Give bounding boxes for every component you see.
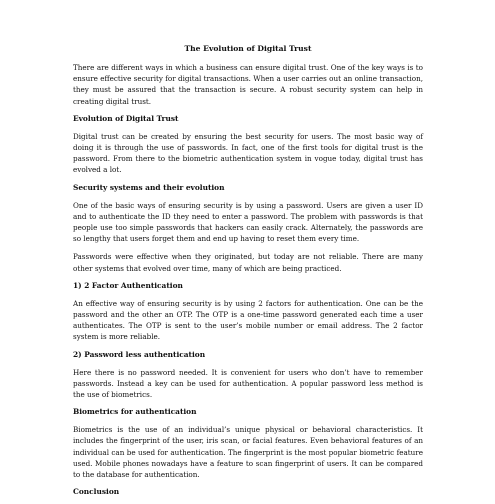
heading-passwordless: 2) Password less authentication <box>73 349 206 359</box>
heading-2fa: 1) 2 Factor Authentication <box>73 280 183 290</box>
biometrics-paragraph: Biometrics is the use of an individual’s unique physical or behavioral characteristics. It includes the fingerprint of the user, iris scan, or facial features. Even behavioral features of an individual can be used for authentication. The fingerprint is the most popular biometric feature used. Mobile phones nowadays have a feature to scan fingerprint of users. It can be compared to the database for authentication. <box>73 425 423 480</box>
document-page <box>73 44 423 504</box>
security-paragraph-2: Passwords were effective when they originated, but today are not reliable. There are many other systems that evolved over time, many of which are being practiced. <box>73 252 423 273</box>
heading-conclusion: Conclusion <box>73 487 120 497</box>
heading-evolution: Evolution of Digital Trust <box>73 113 179 123</box>
intro-paragraph: There are different ways in which a business can ensure digital trust. One of the key ways is to ensure effective security for digital transactions. When a user carries out an online transaction, they must be assured that the transaction is secure. A robust security system can help in creating digital trust. <box>73 63 423 106</box>
document-title: The Evolution of Digital Trust <box>184 44 312 53</box>
2fa-paragraph: An effective way of ensuring security is by using 2 factors for authentication. One can be the password and the other an OTP. The OTP is a one-time password generated each time a user authenticates. The OTP is sent to the user’s mobile number or email address. The 2 factor system is more reliable. <box>73 298 423 342</box>
passwordless-paragraph: Here there is no password needed. It is convenient for users who don’t have to remember passwords. Instead a key can be used for authentication. A popular password less method is the use of biometrics. <box>73 367 423 400</box>
heading-security-systems: Security systems and their evolution <box>73 182 225 192</box>
security-paragraph-1: One of the basic ways of ensuring security is by using a password. Users are given a user ID and to authenticate the ID they need to enter a password. The problem with passwords is that people use too simple passwords that hackers can easily crack. Alternately, the passwords are so lengthy that users forget them and end up having to reset them every time. <box>73 200 423 244</box>
evolution-paragraph: Digital trust can be created by ensuring the best security for users. The most basic way of doing it is through the use of passwords. In fact, one of the first tools for digital trust is the password. From there to the biometric authentication system in vogue today, digital trust has evolved a lot. <box>73 131 423 175</box>
heading-biometrics: Biometrics for authentication <box>73 407 197 417</box>
